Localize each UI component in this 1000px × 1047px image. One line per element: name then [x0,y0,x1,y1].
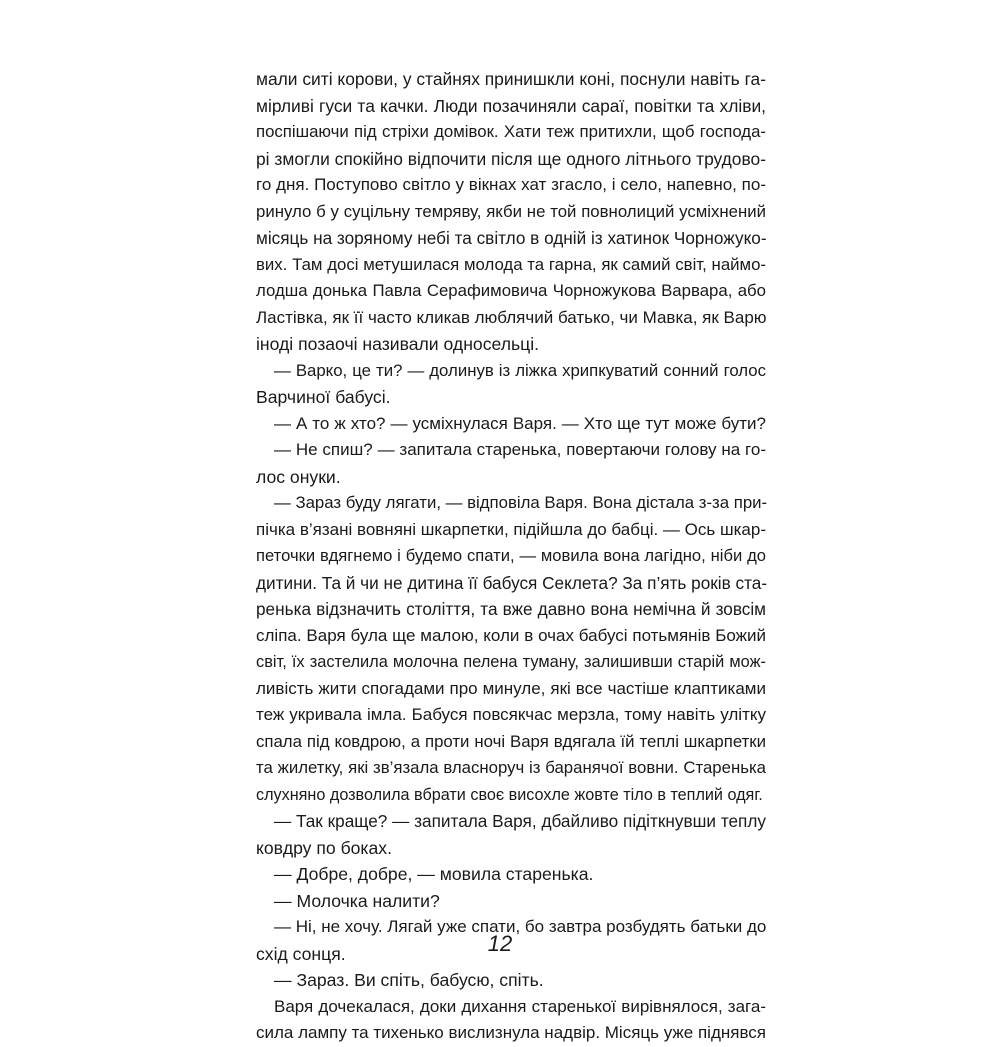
text-line: ковдру по боках. [256,837,392,858]
text-line: — Молочка налити? [274,890,440,911]
text-line: — Варко, це ти? — долинув із ліжка хрипкуватий сонний голос [274,360,766,380]
text-line: іноді позаочі називали односельці. [256,334,539,354]
text-line: та жилетку, які зв’язала власноруч із баранячої вовни. Старенька [256,758,766,777]
text-line: рі змогли спокійно відпочити після ще одного літнього трудово- [256,148,766,169]
text-line: слухняно дозволила вбрати своє висохле жовте тіло в теплий одяг. [256,785,763,804]
text-line: сліпа. Варя була ще малою, коли в очах бабусі потьмянів Божий [256,625,766,645]
text-line: Варчиної бабусі. [256,387,391,407]
text-line: вих. Там досі метушилася молода та гарна, як самий світ, наймо- [256,254,766,274]
text-line: — Ні, не хочу. Лягай уже спати, бо завтра розбудять батьки до [274,917,767,936]
text-line: світ, їх застелила молочна пелена туману, залишивши старій мож- [256,653,766,671]
text-line: ливість жити спогадами про минуле, які все частіше клаптиками [256,678,766,698]
text-line: го дня. Поступово світло у вікнах хат згасло, і село, напевно, по- [256,175,766,194]
text-line: Ластівка, як її часто кликав люблячий батько, чи Мавка, як Варю [256,307,767,327]
text-line: схід сонця. [256,943,346,964]
text-line: лодша донька Павла Серафимовича Чорножукова Варвара, або [256,281,766,300]
body-text [256,66,766,1047]
text-line: — Зараз. Ви спіть, бабусю, спіть. [274,970,544,990]
text-line: — Добре, добре, — мовила старенька. [274,864,594,884]
text-line: пічка в’язані вовняні шкарпетки, підійшла до бабці. — Ось шкар- [256,519,766,539]
text-line: ринуло б у суцільну темряву, якби не той повнолиций усміхнений [256,201,766,221]
text-line: мірливі гуси та качки. Люди позачиняли сараї, повітки та хліви, [256,95,766,116]
text-line: дитини. Та й чи не дитина її бабуся Секлета? За п’ять років ста- [256,572,768,593]
text-line: петочки вдягнемо і будемо спати, — мовила вона лагідно, ніби до [256,546,766,565]
text-line: теж укривала імла. Бабуся повсякчас мерзла, тому навіть улітку [256,705,766,724]
text-line: сила лампу та тихенько вислизнула надвір. Місяць уже піднявся [256,1023,767,1042]
text-line: — А то ж хто? — усміхнулася Варя. — Хто ще тут може бути? [274,413,766,433]
text-line: Варя дочекалася, доки дихання старенької вирівнялося, зага- [274,996,766,1016]
text-line: мали ситі корови, у стайнях принишкли коні, поснули навіть га- [256,69,766,89]
text-line: — Не спиш? — запитала старенька, повертаючи голову на го- [274,440,766,459]
text-line: поспішаючи під стріхи домівок. Хати теж притихли, щоб господа- [256,122,766,141]
text-line: лос онуки. [256,466,341,487]
text-line: — Зараз буду лягати, — відповіла Варя. Вона дістала з-за при- [274,493,768,512]
text-line: місяць на зоряному небі та світло в одній із хатинок Чорножуко- [256,228,767,248]
text-line: — Так краще? — запитала Варя, дбайливо підіткнувши теплу [274,811,766,831]
page-number: 12 [487,931,513,956]
text-line: спала під ковдрою, а проти ночі Варя вдягала їй теплі шкарпетки [256,731,766,751]
text-line: ренька відзначить століття, та вже давно вона немічна й зовсім [256,599,766,619]
